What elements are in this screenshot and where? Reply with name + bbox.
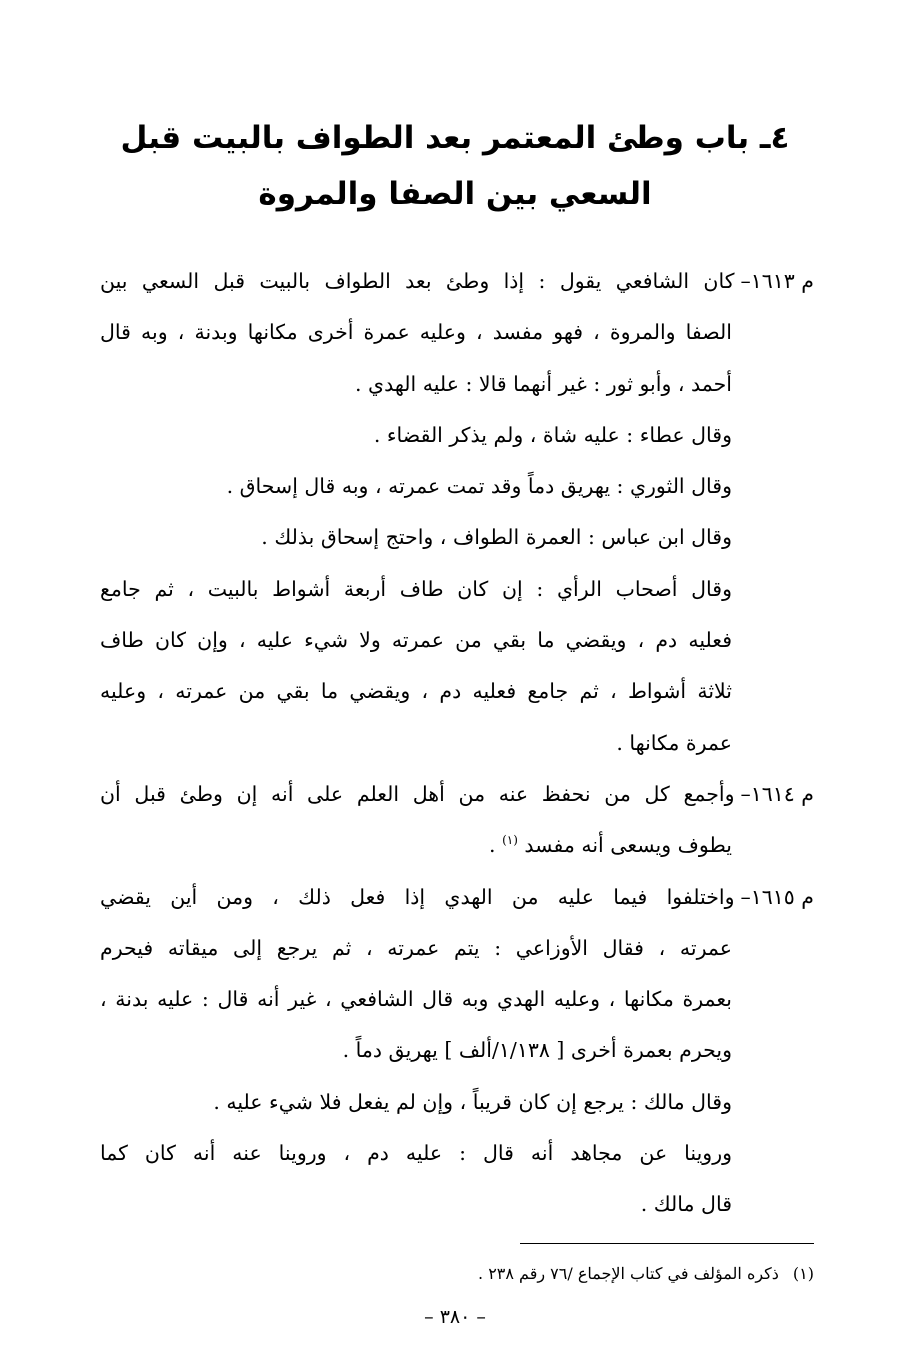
paragraph-mujahid-line-1: وروينا عن مجاهد أنه قال : عليه دم ، وروينا عنه أنه كان كما: [100, 1141, 732, 1166]
footnote: [114, 1262, 814, 1286]
entry-1615-line-4: ويحرم بعمرة أخرى [ ١/١٣٨/ألف ] يهريق دماً .: [342, 1038, 732, 1063]
entry-1613-line-3: أحمد ، وأبو ثور : غير أنهما قالا : عليه الهدي .: [355, 371, 732, 396]
entry-1615-line-1: م ١٦١٥–واختلفوا فيما عليه من الهدي إذا فعل ذلك ، ومن أين يقضي: [100, 872, 814, 923]
paragraph-ibn-abbas: وقال ابن عباس : العمرة الطواف ، واحتج إسحاق بذلك .: [261, 525, 732, 550]
entry-1614-line-1: م ١٦١٤–وأجمع كل من نحفظ عنه من أهل العلم على أنه إن وطئ قبل أن: [100, 769, 814, 820]
entry-1613-line-2: الصفا والمروة ، فهو مفسد ، وعليه عمرة أخرى مكانها وبدنة ، وبه قال: [100, 320, 732, 345]
paragraph-ray-line-2: فعليه دم ، ويقضي ما بقي من عمرته ولا شيء عليه ، وإن كان طاف: [100, 628, 732, 653]
entry-1614-line-2: يطوف ويسعى أنه مفسد $^{(١)}$ .: [489, 833, 732, 858]
paragraph-ray-line-1: وقال أصحاب الرأي : إن كان طاف أربعة أشواط بالبيت ، ثم جامع: [100, 576, 732, 601]
footnote-text: ذكره المؤلف في كتاب الإجماع /٧٦ رقم ٢٣٨ .: [478, 1264, 779, 1283]
paragraph-ata: وقال عطاء : عليه شاة ، ولم يذكر القضاء .: [373, 422, 732, 447]
entry-number: م ١٦١٣–: [740, 269, 814, 293]
paragraph-ray-line-3: ثلاثة أشواط ، ثم جامع فعليه دم ، ويقضي ما بقي من عمرته ، وعليه: [100, 679, 732, 704]
paragraph-ray-line-4: عمرة مكانها .: [616, 730, 732, 755]
entry-1613-line-1: م ١٦١٣–كان الشافعي يقول : إذا وطئ بعد الطواف بالبيت قبل السعي بين: [100, 256, 814, 307]
entry-1615-line-3: بعمرة مكانها ، وعليه الهدي وبه قال الشافعي ، غير أنه قال : عليه بدنة ،: [100, 987, 732, 1012]
paragraph-thawri: وقال الثوري : يهريق دماً وقد تمت عمرته ، وبه قال إسحاق .: [226, 474, 732, 499]
page-number: – ٣٨٠ –: [424, 1306, 486, 1328]
paragraph-malik: وقال مالك : يرجع إن كان قريباً ، وإن لم يفعل فلا شيء عليه .: [213, 1089, 732, 1114]
footnote-marker: (١): [792, 1264, 814, 1283]
entry-number: م ١٦١٥–: [740, 884, 814, 909]
footnote-reference[interactable]: (١): [502, 833, 518, 848]
paragraph-mujahid-line-2: قال مالك .: [640, 1192, 732, 1217]
footnote-divider: [520, 1243, 814, 1244]
entry-number: م ١٦١٤–: [740, 781, 814, 806]
chapter-heading: [100, 110, 810, 222]
entry-1615-line-2: عمرته ، فقال الأوزاعي : يتم عمرته ، ثم يرجع إلى ميقاته فيحرم: [100, 935, 732, 960]
heading-line-2: السعي بين الصفا والمروة: [258, 176, 652, 212]
body-text: [100, 256, 814, 1231]
heading-line-1: ٤ـ باب وطئ المعتمر بعد الطواف بالبيت قبل: [120, 120, 790, 156]
